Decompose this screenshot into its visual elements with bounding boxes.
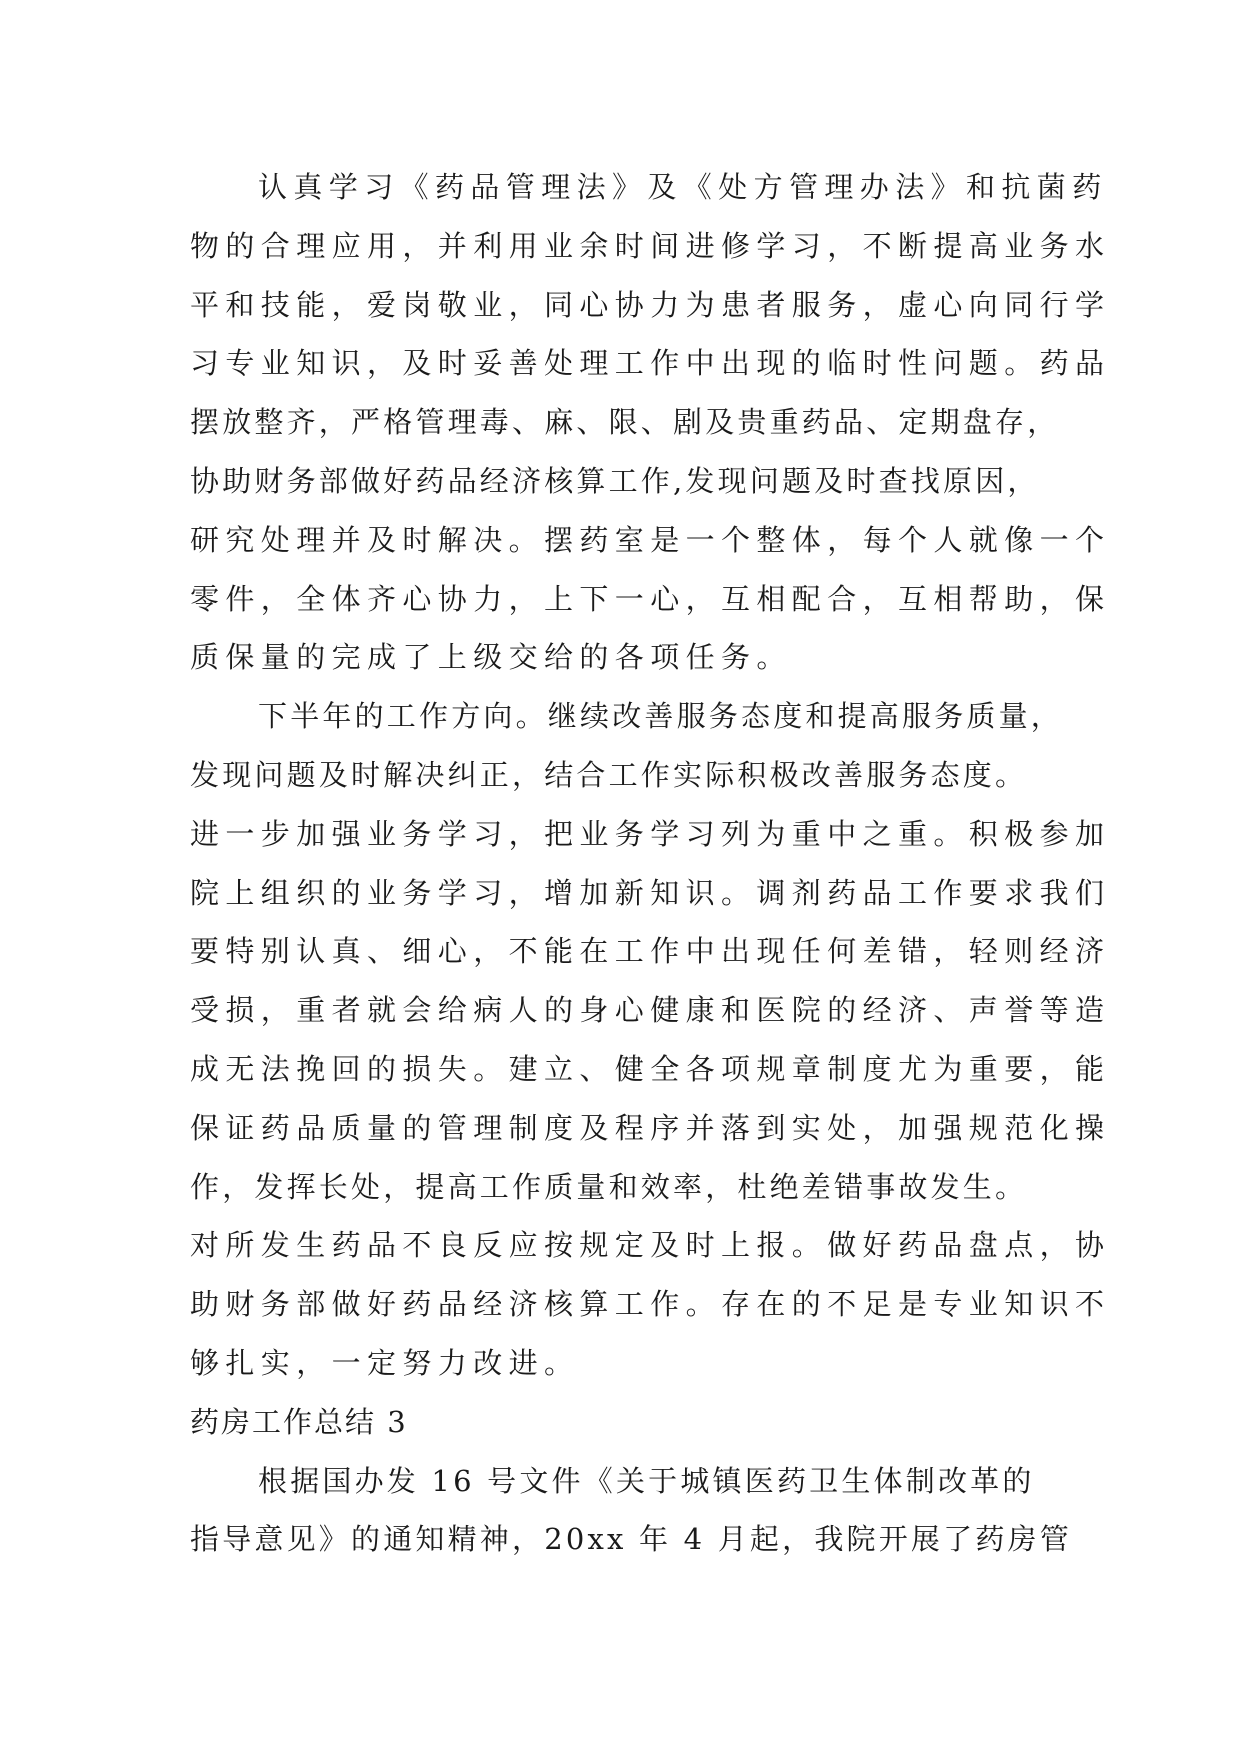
paragraph-3 <box>190 1452 1072 1570</box>
text-line: 院上组织的业务学习，增加新知识。调剂药品工作要求我们 <box>190 875 1111 910</box>
paragraph-1 <box>190 158 1111 687</box>
text-line: 协助财务部做好药品经济核算工作,发现问题及时查找原因， <box>190 463 1040 498</box>
text-line: 平和技能，爱岗敬业，同心协力为患者服务，虚心向同行学 <box>190 287 1111 322</box>
text-line: 保证药品质量的管理制度及程序并落到实处，加强规范化操 <box>190 1110 1111 1145</box>
text-line: 指导意见》的通知精神，20xx 年 4 月起，我院开展了药房管 <box>190 1522 1072 1557</box>
text-line: 质保量的完成了上级交给的各项任务。 <box>190 640 792 675</box>
text-line: 作，发挥长处，提高工作质量和效率，杜绝差错事故发生。 <box>190 1169 1028 1204</box>
text-line: 下半年的工作方向。继续改善服务态度和提高服务质量， <box>258 699 1064 734</box>
text-line: 根据国办发 16 号文件《关于城镇医药卫生体制改革的 <box>258 1463 1035 1498</box>
text-line: 成无法挽回的损失。建立、健全各项规章制度尤为重要，能 <box>190 1051 1111 1086</box>
text-line: 受损，重者就会给病人的身心健康和医院的经济、声誉等造 <box>190 993 1111 1028</box>
text-line: 摆放整齐，严格管理毒、麻、限、剧及贵重药品、定期盘存， <box>190 405 1060 440</box>
document-body <box>190 158 1111 1569</box>
text-line: 研究处理并及时解决。摆药室是一个整体，每个人就像一个 <box>190 522 1111 557</box>
text-line: 进一步加强业务学习，把业务学习列为重中之重。积极参加 <box>190 816 1111 851</box>
text-line: 够扎实，一定努力改进。 <box>190 1345 580 1380</box>
section-title: 药房工作总结 3 <box>190 1404 408 1439</box>
text-line: 零件，全体齐心协力，上下一心，互相配合，互相帮助，保 <box>190 581 1111 616</box>
text-line: 习专业知识，及时妥善处理工作中出现的临时性问题。药品 <box>190 346 1111 381</box>
text-line: 物的合理应用，并利用业余时间进修学习，不断提高业务水 <box>190 228 1111 263</box>
text-line: 对所发生药品不良反应按规定及时上报。做好药品盘点，协 <box>190 1228 1111 1263</box>
text-line: 认真学习《药品管理法》及《处方管理办法》和抗菌药 <box>258 170 1108 204</box>
text-line: 助财务部做好药品经济核算工作。存在的不足是专业知识不 <box>190 1287 1111 1322</box>
text-line: 要特别认真、细心，不能在工作中出现任何差错，轻则经济 <box>190 934 1111 969</box>
text-line: 发现问题及时解决纠正，结合工作实际积极改善服务态度。 <box>190 757 1028 792</box>
paragraph-2 <box>190 687 1111 1393</box>
